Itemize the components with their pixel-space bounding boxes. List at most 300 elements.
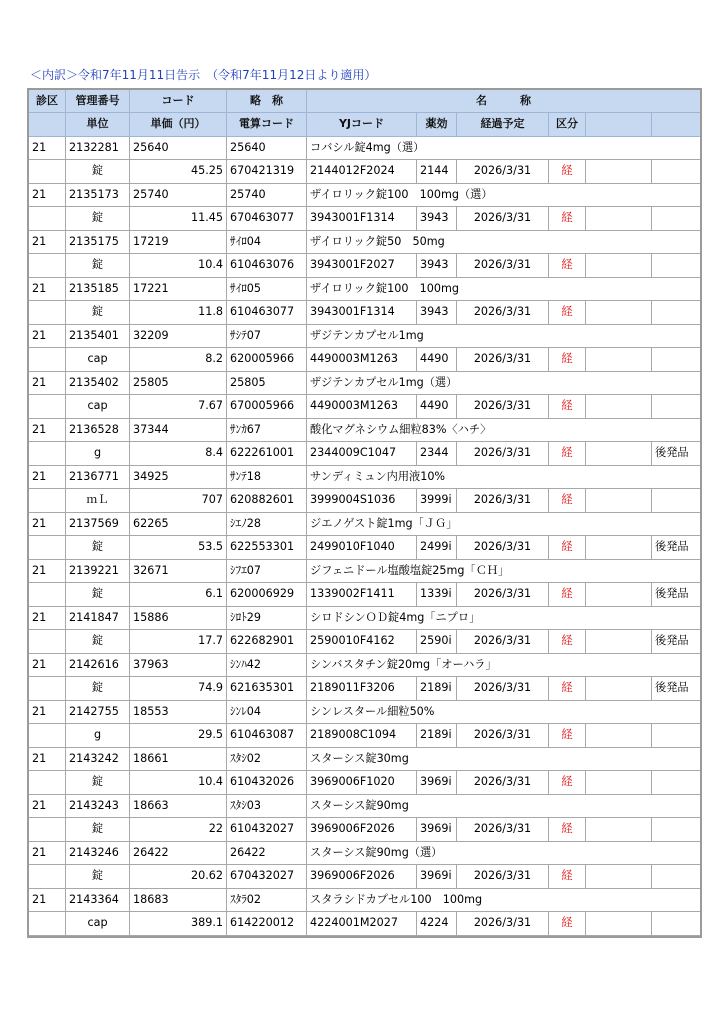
detail-blank-cell (29, 536, 66, 560)
yakko-cell: 4490 (417, 348, 457, 372)
shinku-cell: 21 (29, 278, 66, 302)
unit-cell: 錠 (66, 818, 130, 842)
shinku-cell: 21 (29, 654, 66, 678)
yj-cell: 2144012F2024 (307, 160, 417, 184)
generic-flag-cell (652, 489, 700, 513)
generic-flag-cell: 後発品 (652, 677, 700, 701)
item-row-detail (29, 771, 700, 795)
detail-blank-cell (29, 771, 66, 795)
ryaku-cell: ｻｲﾛ04 (227, 231, 307, 255)
header-yakko: 薬効 (417, 113, 457, 137)
price-cell: 45.25 (130, 160, 227, 184)
shinku-cell: 21 (29, 795, 66, 819)
kubun-cell: 経 (549, 865, 586, 889)
densan-cell: 610432026 (227, 771, 307, 795)
generic-flag-cell (652, 254, 700, 278)
price-cell: 6.1 (130, 583, 227, 607)
keika-cell: 2026/3/31 (457, 677, 549, 701)
code-cell: 32209 (130, 325, 227, 349)
unit-cell: 錠 (66, 583, 130, 607)
generic-flag-cell (652, 818, 700, 842)
yj-cell: 3969006F2026 (307, 818, 417, 842)
keika-cell: 2026/3/31 (457, 818, 549, 842)
price-cell: 29.5 (130, 724, 227, 748)
header-shinku: 診区 (29, 90, 66, 113)
price-cell: 707 (130, 489, 227, 513)
ryaku-cell: 25805 (227, 372, 307, 396)
kubun-cell: 経 (549, 395, 586, 419)
kubun-cell: 経 (549, 348, 586, 372)
code-cell: 62265 (130, 513, 227, 537)
extra1-cell (586, 348, 652, 372)
detail-blank-cell (29, 348, 66, 372)
kubun-cell: 経 (549, 677, 586, 701)
price-cell: 8.2 (130, 348, 227, 372)
extra1-cell (586, 489, 652, 513)
item-row-main (29, 419, 700, 443)
detail-blank-cell (29, 630, 66, 654)
drug-name-cell: コバシル錠4mg（選） (307, 137, 700, 161)
yakko-cell: 4224 (417, 912, 457, 936)
yakko-cell: 1339i (417, 583, 457, 607)
densan-cell: 610463077 (227, 301, 307, 325)
ryaku-cell: ｼﾝﾊ42 (227, 654, 307, 678)
detail-blank-cell (29, 583, 66, 607)
extra1-cell (586, 395, 652, 419)
densan-cell: 610432027 (227, 818, 307, 842)
yj-cell: 4490003M1263 (307, 348, 417, 372)
item-row-main (29, 372, 700, 396)
ryaku-cell: ｼｴﾉ28 (227, 513, 307, 537)
code-cell: 25640 (130, 137, 227, 161)
unit-cell: 錠 (66, 254, 130, 278)
drug-name-cell: ザイロリック錠50 50mg (307, 231, 700, 255)
item-row-detail (29, 583, 700, 607)
shinku-cell: 21 (29, 372, 66, 396)
detail-blank-cell (29, 912, 66, 936)
kanri-cell: 2137569 (66, 513, 130, 537)
generic-flag-cell (652, 301, 700, 325)
shinku-cell: 21 (29, 889, 66, 913)
generic-flag-cell (652, 395, 700, 419)
extra1-cell (586, 160, 652, 184)
code-cell: 18683 (130, 889, 227, 913)
detail-blank-cell (29, 207, 66, 231)
densan-cell: 622682901 (227, 630, 307, 654)
code-cell: 37344 (130, 419, 227, 443)
unit-cell: cap (66, 912, 130, 936)
header-kubun: 区分 (549, 113, 586, 137)
extra1-cell (586, 912, 652, 936)
yakko-cell: 3969i (417, 771, 457, 795)
item-row-detail (29, 160, 700, 184)
kubun-cell: 経 (549, 207, 586, 231)
ryaku-cell: ｽﾀｼ02 (227, 748, 307, 772)
densan-cell: 620882601 (227, 489, 307, 513)
unit-cell: 錠 (66, 771, 130, 795)
generic-flag-cell (652, 912, 700, 936)
item-row-main (29, 325, 700, 349)
code-cell: 32671 (130, 560, 227, 584)
detail-blank-cell (29, 865, 66, 889)
generic-flag-cell (652, 865, 700, 889)
yakko-cell: 2144 (417, 160, 457, 184)
item-row-main (29, 184, 700, 208)
ryaku-cell: ｻﾝﾃ18 (227, 466, 307, 490)
kanri-cell: 2139221 (66, 560, 130, 584)
extra1-cell (586, 630, 652, 654)
densan-cell: 670005966 (227, 395, 307, 419)
item-row-main (29, 466, 700, 490)
kanri-cell: 2143243 (66, 795, 130, 819)
keika-cell: 2026/3/31 (457, 160, 549, 184)
kubun-cell: 経 (549, 489, 586, 513)
shinku-cell: 21 (29, 184, 66, 208)
shinku-cell: 21 (29, 231, 66, 255)
yakko-cell: 4490 (417, 395, 457, 419)
yakko-cell: 3943 (417, 254, 457, 278)
densan-cell: 622553301 (227, 536, 307, 560)
keika-cell: 2026/3/31 (457, 489, 549, 513)
price-cell: 74.9 (130, 677, 227, 701)
price-cell: 389.1 (130, 912, 227, 936)
yj-cell: 2344009C1047 (307, 442, 417, 466)
detail-blank-cell (29, 489, 66, 513)
generic-flag-cell: 後発品 (652, 536, 700, 560)
yj-cell: 2189008C1094 (307, 724, 417, 748)
yakko-cell: 2189i (417, 677, 457, 701)
densan-cell: 610463087 (227, 724, 307, 748)
ryaku-cell: 26422 (227, 842, 307, 866)
price-cell: 22 (130, 818, 227, 842)
unit-cell: 錠 (66, 630, 130, 654)
densan-cell: 620005966 (227, 348, 307, 372)
drug-name-cell: サンディミュン内用液10% (307, 466, 700, 490)
yakko-cell: 3969i (417, 818, 457, 842)
item-row-main (29, 278, 700, 302)
kanri-cell: 2132281 (66, 137, 130, 161)
yj-cell: 3999004S1036 (307, 489, 417, 513)
kanri-cell: 2143246 (66, 842, 130, 866)
yakko-cell: 2189i (417, 724, 457, 748)
item-row-main (29, 607, 700, 631)
shinku-cell: 21 (29, 137, 66, 161)
detail-blank-cell (29, 160, 66, 184)
header2-extra1 (586, 113, 652, 137)
document-caption: ＜内訳＞令和7年11月11日告示 （令和7年11月12日より適用） (30, 68, 377, 82)
item-row-detail (29, 348, 700, 372)
header-yj: YJコード (307, 113, 417, 137)
extra1-cell (586, 583, 652, 607)
code-cell: 25740 (130, 184, 227, 208)
keika-cell: 2026/3/31 (457, 348, 549, 372)
price-cell: 20.62 (130, 865, 227, 889)
item-row-main (29, 137, 700, 161)
unit-cell: 錠 (66, 865, 130, 889)
header-unit: 単位 (66, 113, 130, 137)
densan-cell: 670432027 (227, 865, 307, 889)
keika-cell: 2026/3/31 (457, 630, 549, 654)
item-row-main (29, 654, 700, 678)
yj-cell: 3943001F1314 (307, 301, 417, 325)
keika-cell: 2026/3/31 (457, 912, 549, 936)
item-row-main (29, 748, 700, 772)
unit-cell: cap (66, 395, 130, 419)
generic-flag-cell: 後発品 (652, 442, 700, 466)
unit-cell: ｍＬ (66, 489, 130, 513)
item-row-detail (29, 630, 700, 654)
extra1-cell (586, 254, 652, 278)
code-cell: 25805 (130, 372, 227, 396)
detail-blank-cell (29, 395, 66, 419)
yj-cell: 4224001M2027 (307, 912, 417, 936)
price-cell: 7.67 (130, 395, 227, 419)
kanri-cell: 2135175 (66, 231, 130, 255)
extra1-cell (586, 724, 652, 748)
code-cell: 26422 (130, 842, 227, 866)
code-cell: 34925 (130, 466, 227, 490)
keika-cell: 2026/3/31 (457, 724, 549, 748)
code-cell: 37963 (130, 654, 227, 678)
drug-name-cell: ザイロリック錠100 100mg (307, 278, 700, 302)
unit-cell: 錠 (66, 536, 130, 560)
shinku-cell: 21 (29, 419, 66, 443)
drug-name-cell: スターシス錠90mg（選） (307, 842, 700, 866)
shinku-cell: 21 (29, 513, 66, 537)
yakko-cell: 2499i (417, 536, 457, 560)
unit-cell: 錠 (66, 160, 130, 184)
densan-cell: 620006929 (227, 583, 307, 607)
ryaku-cell: ｼﾛﾄ29 (227, 607, 307, 631)
detail-blank-cell (29, 818, 66, 842)
shinku-cell: 21 (29, 607, 66, 631)
price-cell: 11.45 (130, 207, 227, 231)
drug-name-cell: シンバスタチン錠20mg「オーハラ」 (307, 654, 700, 678)
keika-cell: 2026/3/31 (457, 395, 549, 419)
keika-cell: 2026/3/31 (457, 207, 549, 231)
yj-cell: 3969006F1020 (307, 771, 417, 795)
header-densan: 電算コード (227, 113, 307, 137)
code-cell: 18663 (130, 795, 227, 819)
ryaku-cell: ｽﾀﾗ02 (227, 889, 307, 913)
item-row-detail (29, 489, 700, 513)
price-cell: 8.4 (130, 442, 227, 466)
kanri-cell: 2142616 (66, 654, 130, 678)
unit-cell: 錠 (66, 301, 130, 325)
yj-cell: 3943001F2027 (307, 254, 417, 278)
item-row-detail (29, 677, 700, 701)
ryaku-cell: ｻｲﾛ05 (227, 278, 307, 302)
shinku-cell: 21 (29, 842, 66, 866)
kubun-cell: 経 (549, 912, 586, 936)
detail-blank-cell (29, 677, 66, 701)
extra1-cell (586, 865, 652, 889)
keika-cell: 2026/3/31 (457, 583, 549, 607)
kubun-cell: 経 (549, 771, 586, 795)
kanri-cell: 2141847 (66, 607, 130, 631)
kanri-cell: 2135401 (66, 325, 130, 349)
densan-cell: 610463076 (227, 254, 307, 278)
extra1-cell (586, 771, 652, 795)
generic-flag-cell (652, 724, 700, 748)
extra1-cell (586, 536, 652, 560)
kubun-cell: 経 (549, 630, 586, 654)
item-row-main (29, 560, 700, 584)
keika-cell: 2026/3/31 (457, 536, 549, 560)
drug-name-cell: 酸化マグネシウム細粒83%〈ハチ〉 (307, 419, 700, 443)
yj-cell: 2590010F4162 (307, 630, 417, 654)
code-cell: 17219 (130, 231, 227, 255)
header-code: コード (130, 90, 227, 113)
item-row-detail (29, 395, 700, 419)
shinku-cell: 21 (29, 466, 66, 490)
drug-price-table (27, 88, 702, 938)
header-keika: 経過予定 (457, 113, 549, 137)
code-cell: 15886 (130, 607, 227, 631)
yj-cell: 4490003M1263 (307, 395, 417, 419)
kubun-cell: 経 (549, 254, 586, 278)
generic-flag-cell (652, 771, 700, 795)
item-row-main (29, 795, 700, 819)
detail-blank-cell (29, 724, 66, 748)
unit-cell: 錠 (66, 677, 130, 701)
kanri-cell: 2143364 (66, 889, 130, 913)
kanri-cell: 2136771 (66, 466, 130, 490)
generic-flag-cell (652, 160, 700, 184)
item-row-main (29, 889, 700, 913)
header2-blank (29, 113, 66, 137)
code-cell: 18553 (130, 701, 227, 725)
ryaku-cell: 25740 (227, 184, 307, 208)
item-row-detail (29, 912, 700, 936)
code-cell: 18661 (130, 748, 227, 772)
drug-name-cell: ザジテンカプセル1mg（選） (307, 372, 700, 396)
densan-cell: 614220012 (227, 912, 307, 936)
yj-cell: 2189011F3206 (307, 677, 417, 701)
generic-flag-cell: 後発品 (652, 630, 700, 654)
keika-cell: 2026/3/31 (457, 254, 549, 278)
generic-flag-cell (652, 348, 700, 372)
yakko-cell: 2590i (417, 630, 457, 654)
kanri-cell: 2135173 (66, 184, 130, 208)
drug-name-cell: ザイロリック錠100 100mg（選） (307, 184, 700, 208)
price-cell: 53.5 (130, 536, 227, 560)
ryaku-cell: ｽﾀｼ03 (227, 795, 307, 819)
price-cell: 10.4 (130, 771, 227, 795)
densan-cell: 621635301 (227, 677, 307, 701)
keika-cell: 2026/3/31 (457, 771, 549, 795)
kubun-cell: 経 (549, 536, 586, 560)
header-price: 単価（円） (130, 113, 227, 137)
drug-name-cell: ザジテンカプセル1mg (307, 325, 700, 349)
yj-cell: 3969006F2026 (307, 865, 417, 889)
ryaku-cell: 25640 (227, 137, 307, 161)
shinku-cell: 21 (29, 701, 66, 725)
kanri-cell: 2142755 (66, 701, 130, 725)
keika-cell: 2026/3/31 (457, 865, 549, 889)
header-meisho: 名 称 (307, 90, 700, 113)
yj-cell: 1339002F1411 (307, 583, 417, 607)
item-row-detail (29, 254, 700, 278)
extra1-cell (586, 207, 652, 231)
densan-cell: 670421319 (227, 160, 307, 184)
extra1-cell (586, 818, 652, 842)
item-row-detail (29, 818, 700, 842)
yakko-cell: 3969i (417, 865, 457, 889)
price-cell: 17.7 (130, 630, 227, 654)
unit-cell: g (66, 442, 130, 466)
kubun-cell: 経 (549, 818, 586, 842)
kanri-cell: 2135402 (66, 372, 130, 396)
item-row-main (29, 842, 700, 866)
item-row-main (29, 701, 700, 725)
header2-extra2 (652, 113, 700, 137)
ryaku-cell: ｻﾝｶ67 (227, 419, 307, 443)
yj-cell: 3943001F1314 (307, 207, 417, 231)
drug-name-cell: ジフェニドール塩酸塩錠25mg「ＣＨ」 (307, 560, 700, 584)
shinku-cell: 21 (29, 748, 66, 772)
densan-cell: 622261001 (227, 442, 307, 466)
item-row-main (29, 513, 700, 537)
price-cell: 10.4 (130, 254, 227, 278)
price-cell: 11.8 (130, 301, 227, 325)
item-row-detail (29, 536, 700, 560)
drug-name-cell: スターシス錠90mg (307, 795, 700, 819)
item-row-detail (29, 442, 700, 466)
shinku-cell: 21 (29, 560, 66, 584)
kanri-cell: 2135185 (66, 278, 130, 302)
unit-cell: cap (66, 348, 130, 372)
yakko-cell: 3999i (417, 489, 457, 513)
drug-name-cell: シロドシンＯＤ錠4mg「ニプロ」 (307, 607, 700, 631)
header-ryaku: 略 称 (227, 90, 307, 113)
drug-name-cell: シンレスタール細粒50% (307, 701, 700, 725)
detail-blank-cell (29, 442, 66, 466)
code-cell: 17221 (130, 278, 227, 302)
kubun-cell: 経 (549, 160, 586, 184)
yj-cell: 2499010F1040 (307, 536, 417, 560)
generic-flag-cell: 後発品 (652, 583, 700, 607)
ryaku-cell: ｼﾌｴ07 (227, 560, 307, 584)
item-row-detail (29, 301, 700, 325)
drug-name-cell: スターシス錠30mg (307, 748, 700, 772)
extra1-cell (586, 442, 652, 466)
keika-cell: 2026/3/31 (457, 301, 549, 325)
ryaku-cell: ｻｼﾃ07 (227, 325, 307, 349)
kubun-cell: 経 (549, 724, 586, 748)
item-row-detail (29, 207, 700, 231)
item-row-detail (29, 865, 700, 889)
extra1-cell (586, 301, 652, 325)
drug-name-cell: ジエノゲスト錠1mg「ＪＧ」 (307, 513, 700, 537)
yakko-cell: 3943 (417, 207, 457, 231)
yakko-cell: 2344 (417, 442, 457, 466)
kubun-cell: 経 (549, 301, 586, 325)
extra1-cell (586, 677, 652, 701)
unit-cell: g (66, 724, 130, 748)
item-row-main (29, 231, 700, 255)
detail-blank-cell (29, 254, 66, 278)
unit-cell: 錠 (66, 207, 130, 231)
drug-name-cell: スタラシドカプセル100 100mg (307, 889, 700, 913)
densan-cell: 670463077 (227, 207, 307, 231)
kanri-cell: 2143242 (66, 748, 130, 772)
kubun-cell: 経 (549, 583, 586, 607)
header-row-1 (29, 90, 700, 113)
kanri-cell: 2136528 (66, 419, 130, 443)
header-row-2 (29, 113, 700, 137)
kubun-cell: 経 (549, 442, 586, 466)
